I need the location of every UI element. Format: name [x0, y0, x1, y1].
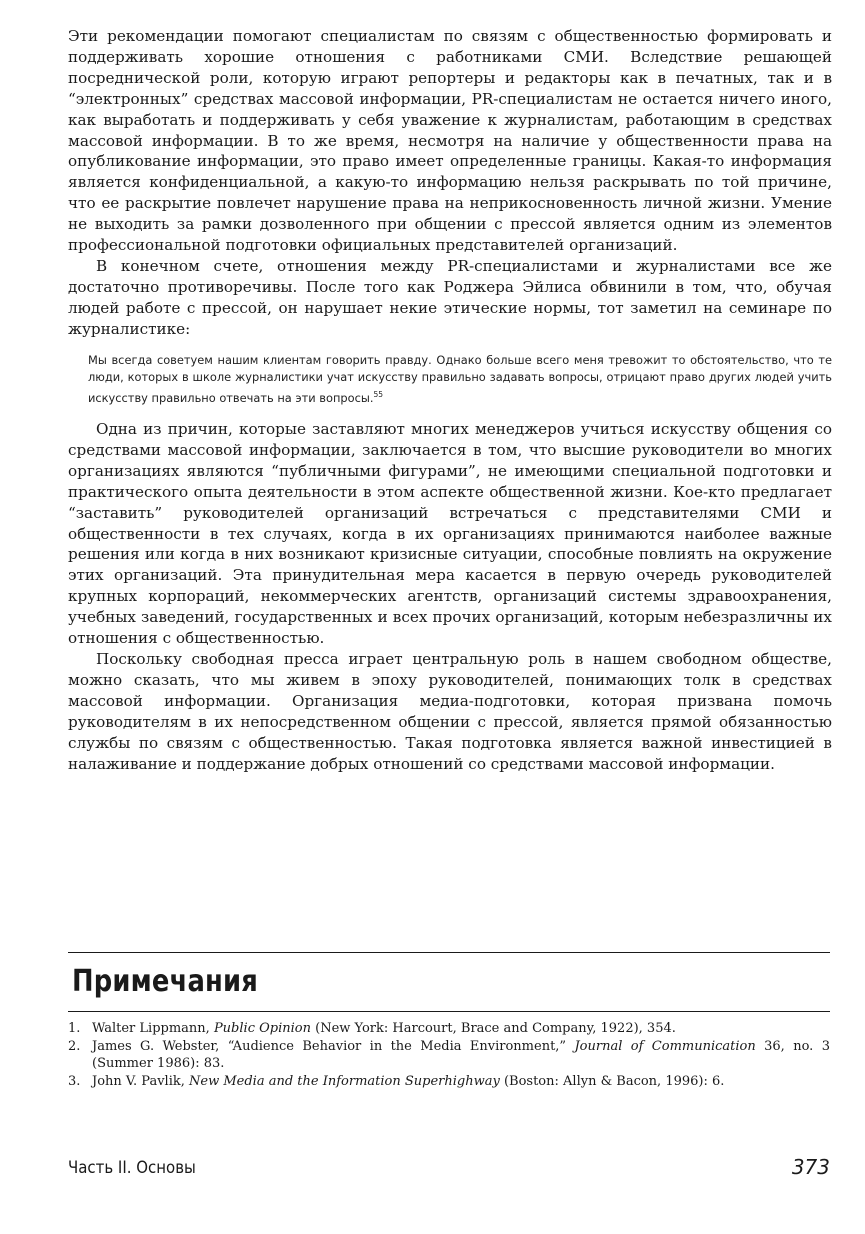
note-number: 3.: [68, 1073, 81, 1089]
note-title: New Media and the Information Superhighway: [189, 1073, 500, 1089]
paragraph-contradictions: В конечном счете, отношения между PR-специалистами и журналистами все же достаточно противоречивы. После того как Роджера Эйлиса обвинили в том, что, обучая людей работе с прессой, он нарушает некие этические нормы, тот заметил на семинаре по журналистике:: [68, 256, 832, 338]
note-item: [68, 1038, 830, 1073]
quote-text: Мы всегда советуем нашим клиентам говорить правду. Однако больше всего меня тревожит то обстоятельство, что те люди, которых в школе журналистики учат искусству правильно задавать вопросы, отрицают право других людей учить искусству правильно отвечать на эти вопросы.: [88, 352, 832, 405]
note-text: [92, 1020, 830, 1038]
footnote-mark: 55: [373, 390, 384, 399]
paragraph-recommendations: Эти рекомендации помогают специалистам по связям с общественностью формировать и поддерживать хорошие отношения с работниками СМИ. Вследствие решающей посреднической роли, которую играют репортеры и редакторы как в печатных, так и в “электронных” средствах массовой информации, PR-специалистам не остается ничего иного, как выработать и поддерживать у себя уважение к журналистам, работающим в средствах массовой информации. В то же время, несмотря на наличие у общественности права на опубликование информации, это право имеет определенные границы. Какая-то информация является конфиденциальной, а какую-то информацию нельзя раскрывать по той причине, что ее раскрытие повлечет нарушение права на неприкосновенность личной жизни. Умение не выходить за рамки дозволенного при общении с прессой является одним из элементов профессиональной подготовки официальных представителей организаций.: [68, 27, 832, 255]
note-item: [68, 1073, 830, 1091]
page-number: 373: [791, 1155, 830, 1179]
paragraph-free-press: Поскольку свободная пресса играет центральную роль в нашем свободном обществе, можно сказать, что мы живем в эпоху руководителей, понимающих толк в средствах массовой информации. Организация медиа-подготовки, которая призвана помочь руководителям в их непосредственном общении с прессой, является прямой обязанностью службы по связям с общественностью. Такая подготовка является важной инвестицией в налаживание и поддержание добрых отношений со средствами массовой информации.: [68, 649, 832, 773]
paragraph-managers: Одна из причин, которые заставляют многих менеджеров учиться искусству общения со средствами массовой информации, заключается в том, что высшие руководители во многих организациях являются “публичными фигурами”, не имеющими специальной подготовки и практического опыта деятельности в этом аспекте общественной жизни. Кое-кто предлагает “заставить” руководителей организаций встречаться с представителями СМИ и общественности в тех случаях, когда в их организациях принимаются наиболее важные решения или когда в них возникают кризисные ситуации, способные повлиять на окружение этих организаций. Эта принудительная мера касается в первую очередь руководителей крупных корпораций, некоммерческих агентств, организаций системы здравоохранения, учебных заведений, государственных и всех прочих организаций, которым небезразличны их отношения с общественностью.: [68, 420, 832, 648]
page-body: [68, 26, 832, 774]
page-footer: [68, 1156, 830, 1184]
note-item: [68, 1020, 830, 1038]
note-author: John V. Pavlik,: [92, 1073, 190, 1089]
notes-heading: Примечания: [72, 964, 259, 999]
note-author: Walter Lippmann,: [92, 1021, 214, 1036]
section-label: Часть II. Основы: [68, 1158, 196, 1178]
note-source: (New York: Harcourt, Brace and Company, 1922), 354.: [310, 1021, 676, 1036]
notes-bottom-rule: [68, 1011, 830, 1012]
note-source: (Boston: Allyn & Bacon, 1996): 6.: [499, 1073, 725, 1089]
note-number: 1.: [68, 1021, 81, 1036]
note-author: James G. Webster, “Audience Behavior in the Media Environment,”: [92, 1038, 575, 1054]
notes-section: [68, 952, 830, 1090]
note-title: Public Opinion: [213, 1021, 311, 1036]
note-number: 2.: [68, 1038, 81, 1054]
notes-list: [68, 1020, 830, 1090]
note-source: 36, no. 3 (Summer 1986): 83.: [92, 1038, 830, 1072]
notes-top-rule: [68, 952, 830, 953]
note-title: Journal of Communication: [574, 1038, 756, 1054]
note-text: [92, 1038, 830, 1073]
note-text: [92, 1073, 830, 1091]
block-quote: [88, 352, 832, 407]
